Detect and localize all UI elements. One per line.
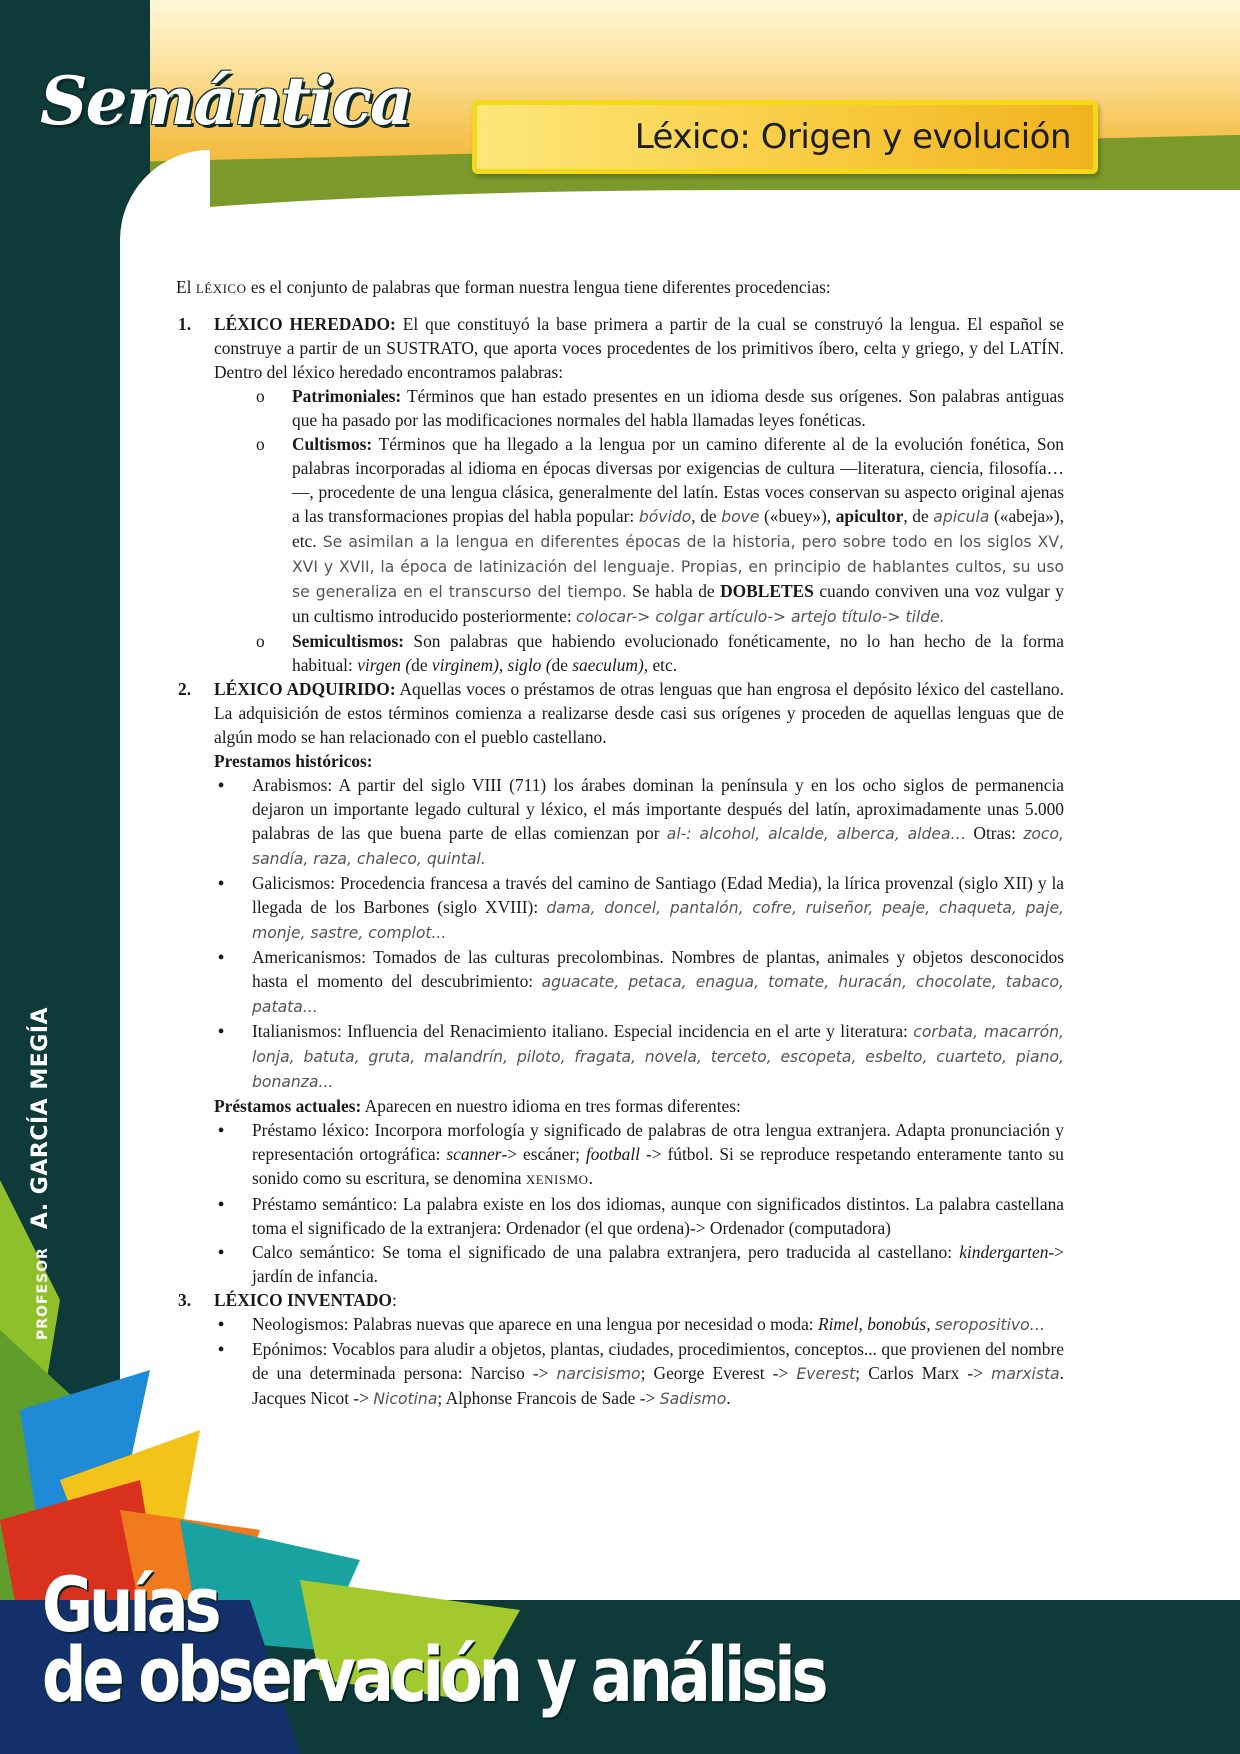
list-item-americanismos: • Americanismos: Tomados de las culturas precolombinas. Nombres de plantas, animales y objetos desconocidos hasta el momento del descubrimiento: aguacate, petaca, enagua, tomate, huracán, chocolate, tabaco, patata... <box>218 947 1064 1016</box>
list-item-italianismos: • Italianismos: Influencia del Renacimiento italiano. Especial incidencia en el arte y literatura: corbata, macarrón, lonja, batuta, gruta, malandrín, piloto, fragata, novela, terceto, escopeta, esbelto, cuarteto, piano, bonanza... <box>218 1021 1065 1091</box>
sections-list <box>176 312 1064 1411</box>
historicos-list <box>214 773 1064 1094</box>
section-heredado: 1. LÉXICO HEREDADO: El que constituyó la base primera a partir de la cual se construyó la lengua. El español se construye a partir de un SUSTRATO, que aporta voces procedentes de los primitivos íbero, celta y griego, y del LATÍN. Dentro del léxico heredado encontramos palabras: o Patrimoniales: Términos que han estado presentes en un idioma desde sus orígenes. Son palabras antiguas que ha pasado por las modificaciones normales del habla llamadas leyes fonéticas. o Cultismos: Términos que ha llegado a la lengua por un camino diferente al de la evolución fonética, Son palabras incorporadas al idioma en épocas diversas por exigencias de cultura —literatura, ciencia, filosofía…—, procedente de una lengua clásica, generalmente del latín. Estas voces conservan su aspecto original ajenas a las transformaciones propias del habla popular: bóvido, de bove («buey»), apicultor, de apicula («abeja»), etc. Se asimilan a la lengua en diferentes épocas de la historia, pero sobre todo en los siglos XV, XVI y XVII, la época de latinización del lenguaje. Propias, en principio de hablantes cultos, su uso se generaliza en el transcurso del tiempo. Se habla de DOBLETES cuando conviven una voz vulgar y un cultismo introducido posteriormente: colocar-> colgar artículo-> artejo título-> tilde. o Semicultismos: Son palabras que habiendo evolucionado fonéticamente, no lo han hecho de la forma habitual: virgen (de virginem), siglo (de saeculum), etc. <box>178 314 1064 675</box>
list-item-neologismos: • Neologismos: Palabras nuevas que aparece en una lengua por necesidad o moda: Rimel, bonobús, seropositivo… <box>218 1314 1046 1334</box>
page-title: Léxico: Origen y evolución <box>634 117 1071 157</box>
list-item-arabismos: • Arabismos: A partir del siglo VIII (711) los árabes dominan la península y en los ocho siglos de permanencia dejaron un importante legado cultural y léxico, el más importante después del latín, aproximadamente unas 5.000 palabras de las que buena parte de ellas comienzan por al-: alcohol, alcalde, alberca, aldea… Otras: zoco, sandía, raza, chaleco, quintal. <box>218 775 1064 868</box>
list-item-cultismos: o Cultismos: Términos que ha llegado a la lengua por un camino diferente al de la evolución fonética, Son palabras incorporadas al idioma en épocas diversas por exigencias de cultura —literatura, ciencia, filosofía…—, procedente de una lengua clásica, generalmente del latín. Estas voces conservan su aspecto original ajenas a las transformaciones propias del habla popular: bóvido, de bove («buey»), apicultor, de apicula («abeja»), etc. Se asimilan a la lengua en diferentes épocas de la historia, pero sobre todo en los siglos XV, XVI y XVII, la época de latinización del lenguaje. Propias, en principio de hablantes cultos, su uso se generaliza en el transcurso del tiempo. Se habla de DOBLETES cuando conviven una voz vulgar y un cultismo introducido posteriormente: colocar-> colgar artículo-> artejo título-> tilde. <box>256 434 1064 626</box>
list-item-prestamo-semantico: • Préstamo semántico: La palabra existe en los dos idiomas, aunque con significados distintos. La palabra castellana toma el significado de la extranjera: Ordenador (el que ordena)-> Ordenador (computadora) <box>218 1194 1064 1238</box>
list-item-calco-semantico: • Calco semántico: Se toma el significado de una palabra extranjera, pero traducida al castellano: kindergarten-> jardín de infancia. <box>218 1242 1064 1286</box>
section-inventado: 3. LÉXICO INVENTADO: • Neologismos: Palabras nuevas que aparece en una lengua por necesidad o moda: Rimel, bonobús, seropositivo… • Epónimos: Vocablos para aludir a objetos, plantas, ciudades, procedimientos, conceptos... que provienen del nombre de una determinada persona: Narciso -> narcisismo; George Everest -> Everest; Carlos Marx -> marxista. Jacques Nicot -> Nicotina; Alphonse Francois de Sade -> Sadismo. <box>176 1288 1064 1411</box>
actuales-list <box>214 1118 1064 1288</box>
document-body <box>176 275 1064 1411</box>
inventado-list <box>214 1312 1064 1411</box>
historicos-heading: Prestamos históricos: <box>214 751 373 771</box>
title-box <box>472 100 1098 174</box>
sidebar-profesor-label: PROFESOR <box>35 1247 51 1340</box>
sidebar-author-name: A. GARCÍA MEGÍA <box>28 1006 53 1230</box>
heredado-list <box>214 384 1064 677</box>
actuales-heading: Préstamos actuales: Aparecen en nuestro idioma en tres formas diferentes: <box>214 1096 741 1116</box>
list-item-semicultismos: o Semicultismos: Son palabras que habiendo evolucionado fonéticamente, no lo han hecho de la forma habitual: virgen (de virginem), siglo (de saeculum), etc. <box>256 631 1064 675</box>
intro-paragraph: El LÉXICO es el conjunto de palabras que forman nuestra lengua tiene diferentes procedencias: <box>176 277 831 297</box>
list-item-galicismos: • Galicismos: Procedencia francesa a través del camino de Santiago (Edad Media), la lírica provenzal (siglo XII) y la llegada de los Barbones (siglo XVIII): dama, doncel, pantalón, cofre, ruiseñor, peaje, chaqueta, paje, monje, sastre, complot... <box>218 873 1064 942</box>
sidebar-author <box>28 1007 53 1340</box>
logo-semantica: Semántica <box>40 62 411 140</box>
footer-title-line2: de observación y análisis <box>42 1630 825 1719</box>
list-item-prestamo-lexico: • Préstamo léxico: Incorpora morfología y significado de palabras de otra lengua extranjera. Adapta pronunciación y representación ortográfica: scanner-> escáner; football -> fútbol. Si se reproduce respetando enteramente tanto su sonido como su escritura, se denomina XENISMO. <box>218 1120 1064 1188</box>
footer-title-line1: Guías <box>42 1560 218 1649</box>
list-item-patrimoniales: o Patrimoniales: Términos que han estado presentes en un idioma desde sus orígenes. Son palabras antiguas que ha pasado por las modificaciones normales del habla llamadas leyes fonéticas. <box>256 386 1064 430</box>
footer-title <box>42 1560 825 1719</box>
list-item-eponimos: • Epónimos: Vocablos para aludir a objetos, plantas, ciudades, procedimientos, conceptos... que provienen del nombre de una determinada persona: Narciso -> narcisismo; George Everest -> Everest; Carlos Marx -> marxista. Jacques Nicot -> Nicotina; Alphonse Francois de Sade -> Sadismo. <box>218 1339 1064 1408</box>
section-adquirido: 2. LÉXICO ADQUIRIDO: Aquellas voces o préstamos de otras lenguas que han engrosa el depósito léxico del castellano. La adquisición de estos términos comienza a realizarse desde casi sus orígenes y proceden de aquellas lenguas que de algún modo se han relacionado con el pueblo castellano. Prestamos históricos: • Arabismos: A partir del siglo VIII (711) los árabes dominan la península y en los ocho siglos de permanencia dejaron un importante legado cultural y léxico, el más importante después del latín, aproximadamente unas 5.000 palabras de las que buena parte de ellas comienzan por al-: alcohol, alcalde, alberca, aldea… Otras: zoco, sandía, raza, chaleco, quintal. • Galicismos: Procedencia francesa a través del camino de Santiago (Edad Media), la lírica provenzal (siglo XII) y la llegada de los Barbones (siglo XVIII): dama, doncel, pantalón, cofre, ruiseñor, peaje, chaqueta, paje, monje, sastre, complot... • Americanismos: Tomados de las culturas precolombinas. Nombres de plantas, animales y objetos desconocidos hasta el momento del descubrimiento: aguacate, petaca, enagua, tomate, huracán, chocolate, tabaco, patata... • Italianismos: Influencia del Renacimiento italiano. Especial incidencia en el arte y literatura: corbata, macarrón, lonja, batuta, gruta, malandrín, piloto, fragata, novela, terceto, escopeta, esbelto, cuarteto, piano, bonanza... Préstamos actuales: Aparecen en nuestro idioma en tres formas diferentes: • Préstamo léxico: Incorpora morfología y significado de palabras de otra lengua extranjera. Adapta pronunciación y representación ortográfica: scanner-> escáner; football -> fútbol. Si se reproduce respetando enteramente tanto su sonido como su escritura, se denomina XENISMO. • Préstamo semántico: La palabra existe en los dos idiomas, aunque con significados distintos. La palabra castellana toma el significado de la extranjera: Ordenador (el que ordena)-> Ordenador (computadora) • Calco semántico: Se toma el significado de una palabra extranjera, pero traducida al castellano: kindergarten-> jardín de infancia. <box>178 679 1065 1286</box>
